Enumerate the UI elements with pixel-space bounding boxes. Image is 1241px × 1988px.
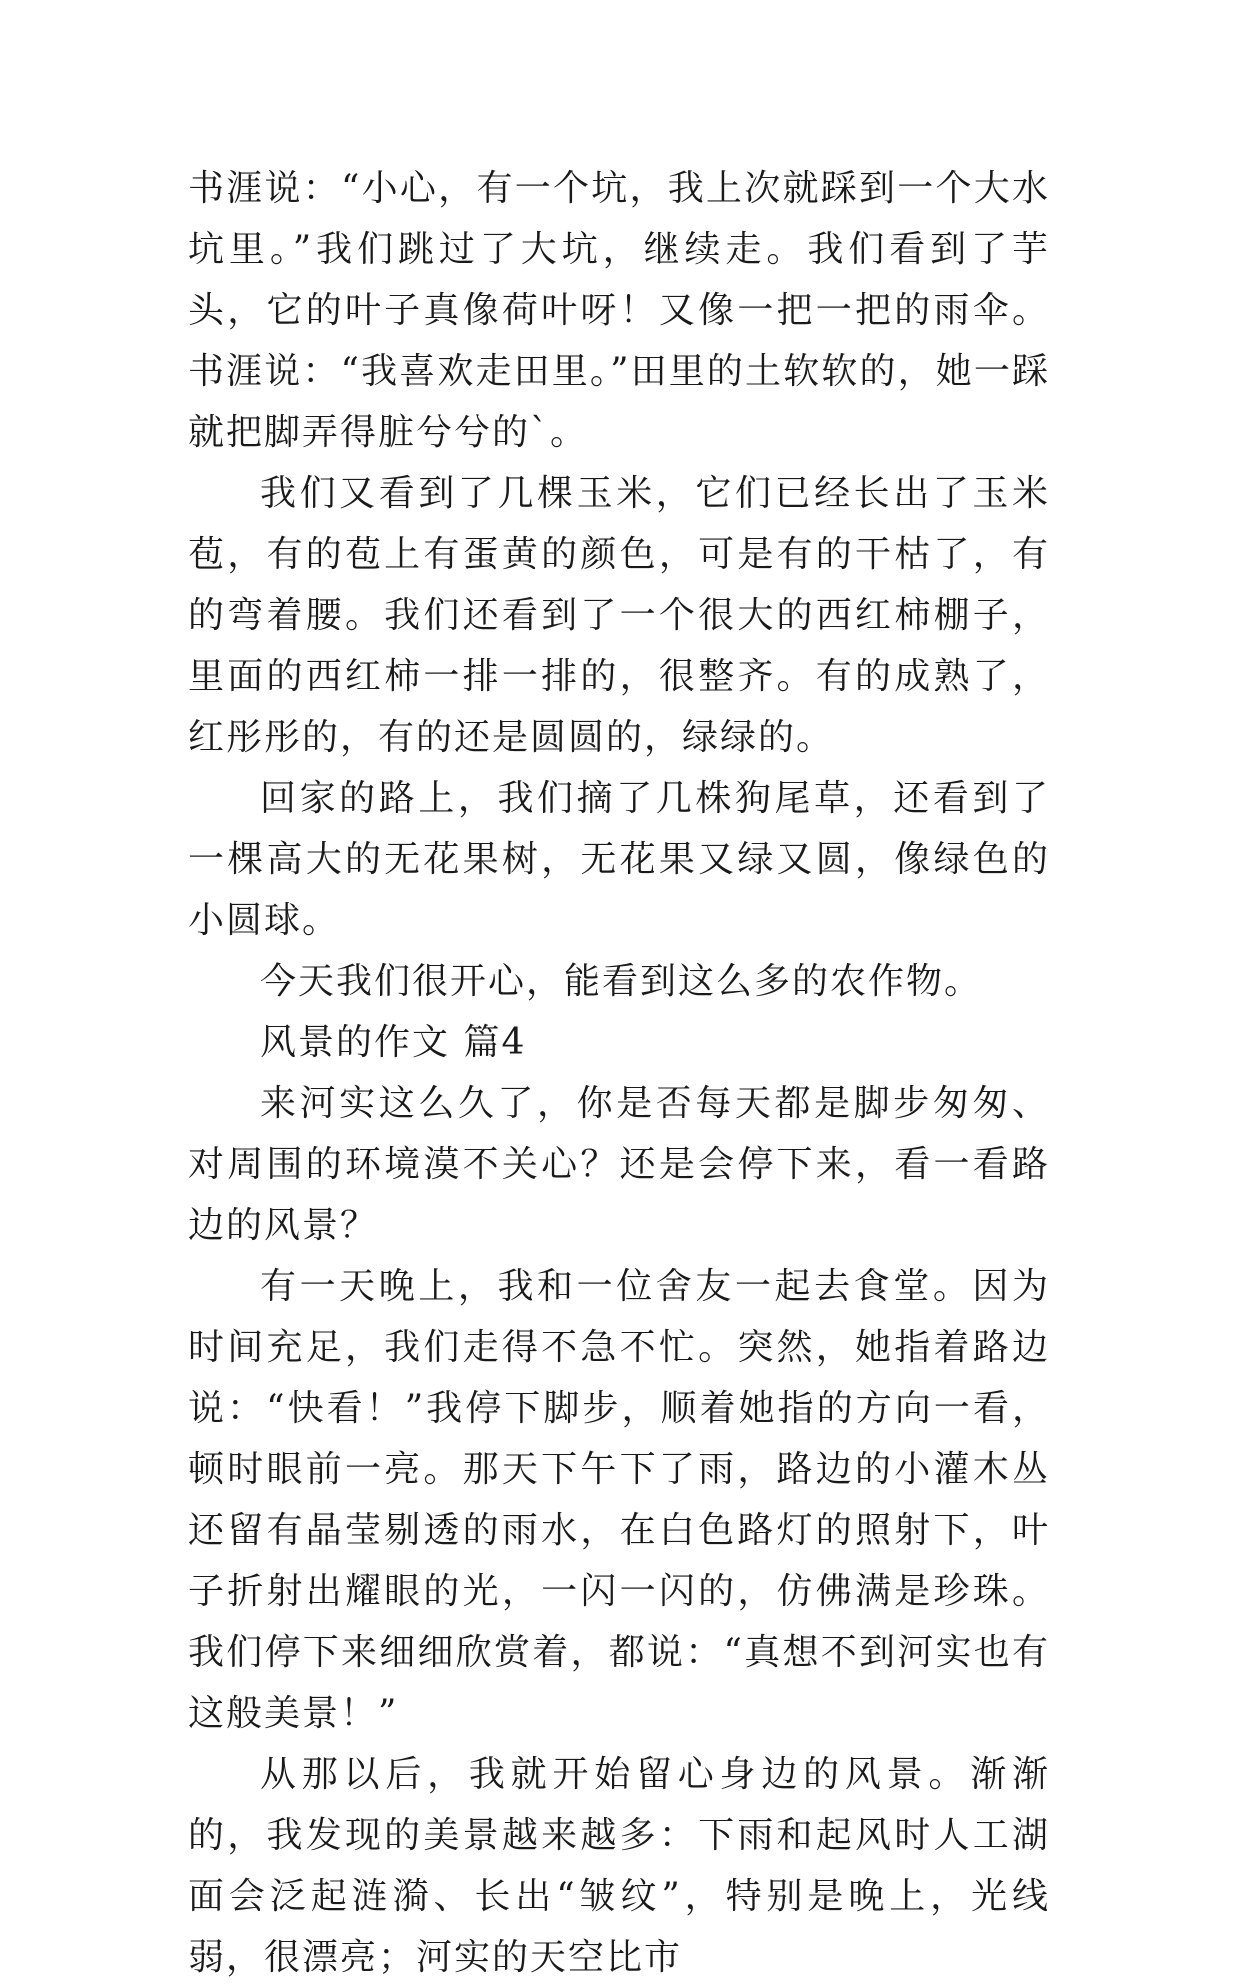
paragraph-3: 回家的路上，我们摘了几株狗尾草，还看到了一棵高大的无花果树，无花果又绿又圆，像绿色的小圆球。 [188,778,1050,941]
document-body [188,158,1050,1988]
paragraph-7: 从那以后，我就开始留心身边的风景。渐渐的，我发现的美景越来越多：下雨和起风时人工湖面会泛起涟漪、长出“皱纹”，特别是晚上，光线弱，很漂亮；河实的天空比市 [188,1754,1050,1978]
section-heading: 风景的作文 篇4 [260,1022,527,1063]
paragraph-6: 有一天晚上，我和一位舍友一起去食堂。因为时间充足，我们走得不急不忙。突然，她指着路边说：“快看！”我停下脚步，顺着她指的方向一看，顿时眼前一亮。那天下午下了雨，路边的小灌木丛还留有晶莹剔透的雨水，在白色路灯的照射下，叶子折射出耀眼的光，一闪一闪的，仿佛满是珍珠。我们停下来细细欣赏着，都说：“真想不到河实也有这般美景！” [188,1266,1050,1734]
paragraph-1: 书涯说：“小心，有一个坑，我上次就踩到一个大水坑里。”我们跳过了大坑，继续走。我们看到了芋头，它的叶子真像荷叶呀！又像一把一把的雨伞。书涯说：“我喜欢走田里。”田里的土软软的，她一踩就把脚弄得脏兮兮的`。 [188,168,1050,453]
paragraph-2: 我们又看到了几棵玉米，它们已经长出了玉米苞，有的苞上有蛋黄的颜色，可是有的干枯了，有的弯着腰。我们还看到了一个很大的西红柿棚子，里面的西红柿一排一排的，很整齐。有的成熟了，红彤彤的，有的还是圆圆的，绿绿的。 [188,473,1050,758]
paragraph-5: 来河实这么久了，你是否每天都是脚步匆匆、对周围的环境漠不关心？还是会停下来，看一看路边的风景？ [188,1083,1050,1246]
paragraph-4: 今天我们很开心，能看到这么多的农作物。 [260,961,983,1002]
